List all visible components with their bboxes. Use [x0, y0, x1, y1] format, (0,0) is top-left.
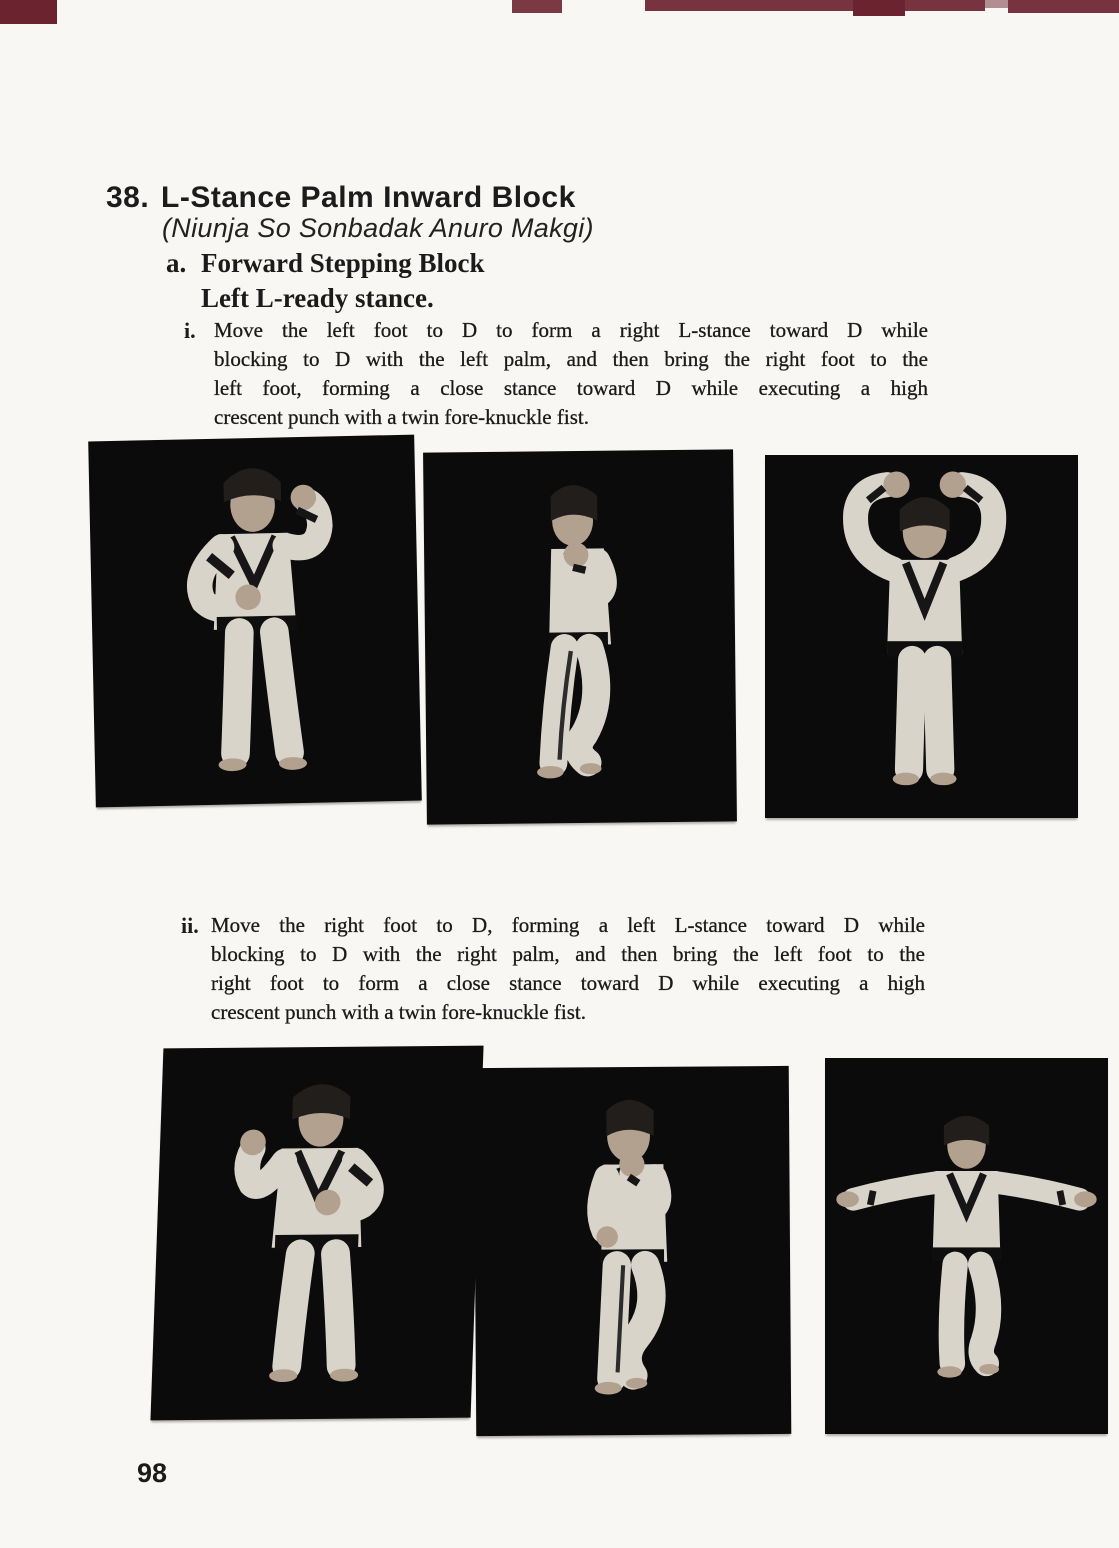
- section-title: L-Stance Palm Inward Block: [161, 181, 576, 214]
- scan-artifact-bar: [853, 0, 905, 16]
- scan-artifact-bar: [512, 0, 562, 13]
- scan-artifact-bar: [1008, 0, 1119, 13]
- step-ii: [181, 911, 925, 1027]
- subsection-label: a.: [166, 248, 187, 278]
- martial-artist-figure: [765, 455, 1078, 818]
- text-line: crescent punch with a twin fore-knuckle fist.: [211, 1000, 586, 1024]
- text-line: crescent punch with a twin fore-knuckle fist.: [214, 405, 589, 429]
- page-number: 98: [137, 1458, 168, 1488]
- subsection-heading: [166, 250, 485, 277]
- step-i: [184, 316, 928, 432]
- martial-artist-figure: [474, 1066, 792, 1436]
- text-line: right foot to form a close stance toward D while executing a high: [211, 971, 925, 995]
- stance-line: Left L-ready stance.: [201, 283, 434, 313]
- text-line: Move the left foot to D to form a right L-stance toward D while: [214, 318, 928, 342]
- photo-step-i-2: [423, 449, 737, 824]
- photo-step-i-3: [765, 455, 1078, 818]
- text-line: blocking to D with the left palm, and then bring the right foot to the: [214, 347, 928, 371]
- martial-artist-figure: [825, 1058, 1108, 1434]
- text-line: Move the right foot to D, forming a left L-stance toward D while: [211, 913, 925, 937]
- step-i-label: i.: [184, 318, 196, 343]
- photo-step-ii-2: [474, 1066, 792, 1436]
- photo-step-ii-3: [825, 1058, 1108, 1434]
- section-number: 38.: [106, 181, 150, 214]
- subsection-title: Forward Stepping Block: [201, 248, 485, 278]
- step-ii-text: [211, 911, 925, 1027]
- martial-artist-figure: [423, 449, 737, 824]
- photo-step-i-1: [88, 435, 422, 808]
- text-line: left foot, forming a close stance toward D while executing a high: [214, 376, 928, 400]
- martial-artist-figure: [88, 435, 422, 808]
- scan-artifact-bar: [645, 0, 985, 11]
- scan-artifact-bar: [985, 0, 1008, 8]
- scan-artifact-bar: [0, 0, 57, 24]
- text-line: blocking to D with the right palm, and then bring the left foot to the: [211, 942, 925, 966]
- photo-step-ii-1: [150, 1046, 483, 1421]
- martial-artist-figure: [150, 1046, 483, 1421]
- step-ii-label: ii.: [181, 913, 199, 938]
- step-i-text: [214, 316, 928, 432]
- section-romanization: (Niunja So Sonbadak Anuro Makgi): [162, 213, 594, 243]
